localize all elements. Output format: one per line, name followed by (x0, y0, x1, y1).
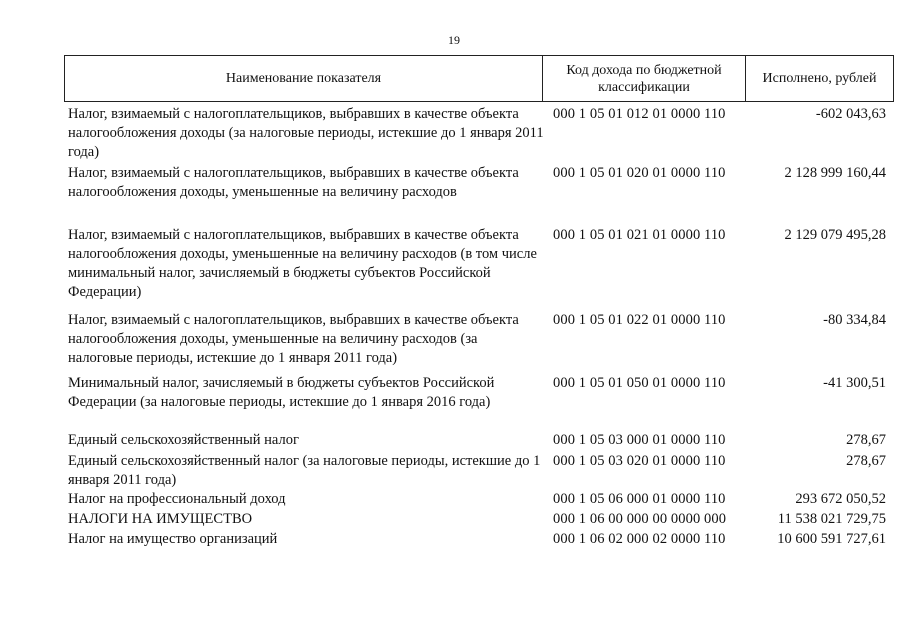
row-value: 10 600 591 727,61 (777, 531, 886, 547)
row-value: -41 300,51 (823, 375, 886, 391)
row-value: -602 043,63 (815, 106, 886, 122)
row-code: 000 1 05 01 012 01 0000 110 (553, 106, 726, 122)
row-code: 000 1 05 01 021 01 0000 110 (553, 227, 726, 243)
row-name: НАЛОГИ НА ИМУЩЕСТВО (68, 511, 253, 527)
row-value: 2 128 999 160,44 (784, 165, 886, 181)
row-name: Налог на имущество организаций (68, 531, 278, 547)
row-value: 278,67 (846, 432, 886, 448)
row-code: 000 1 05 01 020 01 0000 110 (553, 165, 726, 181)
row-value: 293 672 050,52 (795, 491, 886, 507)
row-code: 000 1 05 01 050 01 0000 110 (553, 375, 726, 391)
row-code: 000 1 05 06 000 01 0000 110 (553, 491, 726, 507)
header-income-code: Код дохода по бюджетной классификации (543, 56, 746, 101)
row-value: 11 538 021 729,75 (777, 511, 886, 527)
row-code: 000 1 06 02 000 02 0000 110 (553, 531, 726, 547)
row-name: Налог, взимаемый с налогоплательщиков, выбравших в качестве объекта налогообложения доходы (за налоговые периоды, истекшие до 1 января 2011 года) (68, 106, 544, 160)
row-code: 000 1 05 03 000 01 0000 110 (553, 432, 726, 448)
row-code: 000 1 05 01 022 01 0000 110 (553, 312, 726, 328)
row-name: Налог, взимаемый с налогоплательщиков, выбравших в качестве объекта налогообложения доходы, уменьшенные на величину расходов (в том числе минимальный налог, зачисляемый в бюджеты субъектов Российской Федерации) (68, 227, 537, 300)
row-name: Налог, взимаемый с налогоплательщиков, выбравших в качестве объекта налогообложения доходы, уменьшенные на величину расходов (68, 165, 519, 200)
row-name: Налог на профессиональный доход (68, 491, 286, 507)
header-indicator-name: Наименование показателя (65, 56, 543, 101)
header-executed-rubles: Исполнено, рублей (762, 71, 877, 86)
row-name: Единый сельскохозяйственный налог (68, 432, 299, 448)
row-code: 000 1 06 00 000 00 0000 000 (553, 511, 727, 527)
page-number: 19 (448, 33, 460, 47)
row-name: Единый сельскохозяйственный налог (за налоговые периоды, истекшие до 1 января 2011 года) (68, 453, 541, 488)
row-name: Налог, взимаемый с налогоплательщиков, выбравших в качестве объекта налогообложения доходы, уменьшенные на величину расходов (за налоговые периоды, истекшие до 1 января 2011 года) (68, 312, 519, 366)
row-name: Минимальный налог, зачисляемый в бюджеты субъектов Российской Федерации (за налоговые периоды, истекшие до 1 января 2016 года) (68, 375, 495, 410)
row-value: 2 129 079 495,28 (784, 227, 886, 243)
row-value: -80 334,84 (823, 312, 886, 328)
table-header (64, 55, 894, 102)
row-value: 278,67 (846, 453, 886, 469)
row-code: 000 1 05 03 020 01 0000 110 (553, 453, 726, 469)
